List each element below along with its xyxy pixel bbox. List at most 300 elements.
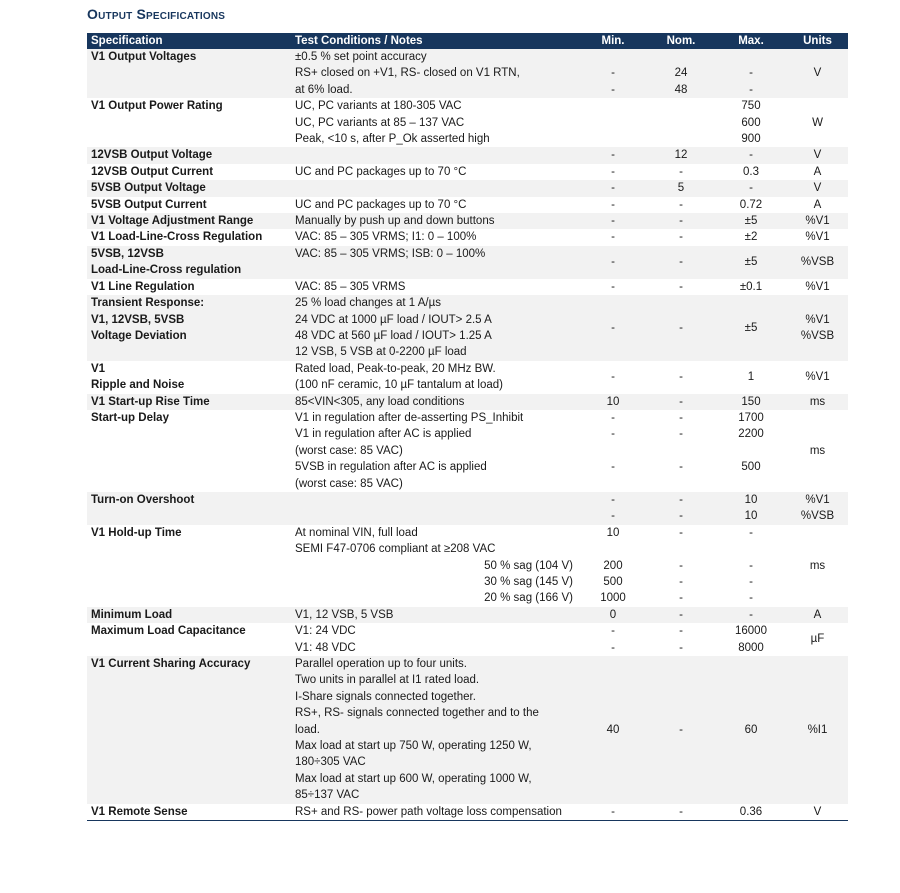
condition-line: Rated load, Peak-to-peak, 20 MHz BW. [295,362,496,375]
header-nom: Nom. [647,33,715,49]
nom-cell [647,525,715,607]
min-cell-line [583,131,643,147]
condition-line: V1, 12 VSB, 5 VSB [295,608,394,621]
min-cell-line: - [611,231,615,244]
nom-cell [647,804,715,821]
nom-cell-line: - [679,198,683,211]
spec-cell [87,295,291,361]
unit-line: %V1 [805,280,830,293]
min-cell-line: - [611,321,615,334]
max-cell [715,623,787,656]
unit-line: µF [810,633,825,646]
min-cell [579,213,647,229]
spec-line: V1 Current Sharing Accuracy [91,658,251,671]
condition-line [295,180,575,196]
max-cell-line: 0.36 [739,805,763,818]
condition-line: UC and PC packages up to 70 °C [295,198,467,211]
max-cell [715,98,787,147]
nom-cell-line [651,541,711,557]
nom-cell [647,656,715,804]
condition-line: Max load at start up 750 W, operating 1250 W, [295,740,532,753]
condition-line: Peak, <10 s, after P_Ok asserted high [295,133,490,146]
nom-cell-line: - [679,395,683,408]
nom-cell-line [651,115,711,131]
conditions-cell [291,492,579,525]
min-cell-line: 0 [609,608,617,621]
condition-line: VAC: 85 – 305 VRMS; I1: 0 – 100% [295,231,477,244]
min-cell-line: - [611,67,615,80]
nom-cell-line: - [679,493,683,506]
table-row [87,98,848,147]
condition-line: 50 % sag (104 V) [484,559,573,572]
table-row [87,229,848,245]
conditions-cell [291,98,579,147]
min-cell-line: 200 [603,559,623,572]
nom-cell-line: - [679,625,683,638]
nom-cell-line: 24 [674,67,688,80]
units-cell [787,164,848,180]
conditions-cell [291,623,579,656]
max-cell-line: ±2 [744,231,758,244]
min-cell-line: 500 [603,576,623,588]
nom-cell-line: - [679,608,683,621]
units-cell [787,394,848,410]
condition-line: 25 % load changes at 1 A/µs [295,297,442,310]
min-cell [579,804,647,821]
max-cell-line: ±0.1 [739,280,763,293]
header-specification: Specification [87,33,291,49]
condition-line: UC and PC packages up to 70 °C [295,165,467,178]
nom-cell-line: - [679,411,683,424]
table-row [87,197,848,213]
max-cell-line [719,443,783,459]
spec-cell [87,656,291,804]
max-cell [715,49,787,98]
table-row [87,361,848,394]
units-cell [787,197,848,213]
spec-line: 12VSB Output Voltage [91,149,213,162]
unit-line: V [813,805,822,818]
nom-cell [647,49,715,98]
spec-line: V1 Voltage Adjustment Range [91,215,254,228]
max-cell [715,229,787,245]
min-cell-line [583,49,643,65]
max-cell-line [719,541,783,557]
nom-cell-line: - [679,723,683,736]
nom-cell-line: - [679,526,683,539]
min-cell [579,492,647,525]
nom-cell [647,279,715,295]
max-cell-line: 1 [747,370,755,383]
units-cell [787,213,848,229]
condition-line: At nominal VIN, full load [295,526,418,539]
conditions-cell [291,410,579,492]
nom-cell-line: - [679,805,683,818]
condition-line: 24 VDC at 1000 µF load / IOUT> 2.5 A [295,313,492,326]
max-cell [715,656,787,804]
spec-line: Ripple and Noise [91,379,185,392]
spec-line: 12VSB Output Current [91,165,214,178]
nom-cell-line: - [679,231,683,244]
max-cell [715,607,787,623]
min-cell [579,607,647,623]
unit-line: V [813,67,822,80]
max-cell-line: - [749,608,753,621]
condition-line: Parallel operation up to four units. [295,658,467,671]
nom-cell [647,164,715,180]
conditions-cell [291,164,579,180]
condition-line: VAC: 85 – 305 VRMS; ISB: 0 – 100% [295,247,486,260]
condition-line: UC, PC variants at 85 – 137 VAC [295,116,465,129]
spec-line: Voltage Deviation [91,329,187,342]
table-row [87,492,848,525]
condition-line: ±0.5 % set point accuracy [295,51,427,63]
min-cell [579,361,647,394]
units-cell [787,229,848,245]
condition-line: load. [295,723,320,736]
conditions-cell [291,394,579,410]
condition-line: UC, PC variants at 180-305 VAC [295,100,462,113]
table-row [87,180,848,196]
spec-line: Turn-on Overshoot [91,493,195,506]
spec-line: 5VSB, 12VSB [91,247,164,260]
spec-cell [87,607,291,623]
max-cell [715,410,787,492]
spec-cell [87,164,291,180]
conditions-cell [291,295,579,361]
max-cell-line [719,49,783,65]
max-cell-line: 150 [741,395,761,408]
spec-cell [87,246,291,279]
min-cell [579,197,647,213]
max-cell-line: - [749,526,753,539]
max-cell [715,804,787,821]
nom-cell-line: - [679,370,683,383]
nom-cell [647,623,715,656]
spec-cell [87,410,291,492]
condition-line: 85÷137 VAC [295,789,360,802]
spec-line: V1 Remote Sense [91,805,188,818]
spec-cell [87,213,291,229]
nom-cell [647,361,715,394]
spec-line: V1 [91,362,106,375]
max-cell-line: 900 [741,133,761,146]
max-cell [715,197,787,213]
nom-cell-line [651,476,711,492]
table-row [87,525,848,607]
spec-line: V1 Load-Line-Cross Regulation [91,231,263,244]
max-cell-line: 750 [741,100,761,113]
table-row [87,246,848,279]
table-row [87,49,848,98]
nom-cell [647,147,715,163]
table-row [87,295,848,361]
unit-line: V [813,149,822,162]
nom-cell-line: - [679,592,683,605]
max-cell-line: 0.3 [743,165,759,178]
units-cell [787,147,848,163]
spec-line: V1 Hold-up Time [91,526,182,539]
units-cell [787,246,848,279]
condition-line: 12 VSB, 5 VSB at 0-2200 µF load [295,346,467,359]
nom-cell [647,295,715,361]
min-cell-line: - [611,280,615,293]
nom-cell-line: - [679,256,683,269]
conditions-cell [291,213,579,229]
spec-cell [87,180,291,196]
unit-line: %V1 [805,313,830,326]
spec-cell [87,49,291,98]
nom-cell-line [651,98,711,114]
spec-line: Load-Line-Cross regulation [91,264,242,277]
table-row [87,147,848,163]
spec-line: V1, 12VSB, 5VSB [91,313,185,326]
max-cell [715,180,787,196]
min-cell [579,164,647,180]
min-cell-line: - [611,198,615,211]
nom-cell-line: - [679,510,683,523]
min-cell-line [583,98,643,114]
condition-line: 30 % sag (145 V) [484,576,573,588]
min-cell-line: 40 [606,723,620,736]
conditions-cell [291,607,579,623]
nom-cell [647,180,715,196]
spec-cell [87,623,291,656]
min-cell-line [583,541,643,557]
nom-cell-line: 12 [674,149,688,162]
output-specifications-table [87,33,848,821]
spec-cell [87,361,291,394]
table-header-row [87,33,848,49]
max-cell-line: 10 [744,510,758,523]
min-cell-line: - [611,215,615,228]
max-cell [715,492,787,525]
spec-line: Transient Response: [91,297,205,310]
table-row [87,410,848,492]
min-cell [579,229,647,245]
min-cell [579,279,647,295]
units-cell [787,361,848,394]
condition-line: SEMI F47-0706 compliant at ≥208 VAC [295,543,496,556]
nom-cell [647,410,715,492]
min-cell-line: 10 [606,395,620,408]
units-cell [787,607,848,623]
spec-line: V1 Output Power Rating [91,100,223,113]
min-cell-line: - [611,165,615,178]
condition-line: 85<VIN<305, any load conditions [295,395,465,408]
section-title: Output Specifications [87,6,226,22]
max-cell-line: 60 [744,723,758,736]
min-cell-line: - [611,370,615,383]
max-cell [715,361,787,394]
spec-line: Start-up Delay [91,411,169,424]
max-cell-line: 2200 [738,428,764,441]
min-cell-line [583,443,643,459]
condition-line: VAC: 85 – 305 VRMS [295,280,406,293]
conditions-cell [291,361,579,394]
nom-cell-line: - [679,576,683,588]
condition-line: 5VSB in regulation after AC is applied [295,461,487,474]
max-cell-line: - [749,559,753,572]
unit-line: ms [809,395,826,408]
min-cell-line: - [611,83,615,96]
min-cell [579,246,647,279]
max-cell [715,394,787,410]
nom-cell [647,98,715,147]
unit-line: ms [809,559,826,572]
table-row [87,623,848,656]
nom-cell [647,492,715,525]
nom-cell-line [651,443,711,459]
table-row [87,656,848,804]
condition-line: RS+ closed on +V1, RS- closed on V1 RTN, [295,67,520,80]
unit-line: A [813,608,822,621]
max-cell-line: - [749,149,753,162]
conditions-cell [291,656,579,804]
min-cell [579,180,647,196]
min-cell [579,394,647,410]
nom-cell [647,246,715,279]
condition-line: V1 in regulation after AC is applied [295,428,472,441]
min-cell-line: - [611,625,615,638]
min-cell-line: 10 [606,526,620,539]
nom-cell-line: - [679,428,683,441]
nom-cell [647,394,715,410]
min-cell-line: - [611,149,615,162]
condition-line: V1 in regulation after de-asserting PS_Inhibit [295,411,524,424]
min-cell [579,525,647,607]
min-cell [579,656,647,804]
conditions-cell [291,49,579,98]
nom-cell-line: - [679,280,683,293]
condition-line: Max load at start up 600 W, operating 1000 W, [295,772,532,785]
nom-cell-line: 48 [674,83,688,96]
max-cell-line: 500 [741,461,761,474]
min-cell-line: - [611,411,615,424]
max-cell-line: 8000 [738,641,764,654]
units-cell [787,180,848,196]
condition-line [295,147,575,163]
table-row [87,213,848,229]
max-cell-line: - [749,592,753,605]
condition-line [295,508,575,524]
max-cell-line: ±5 [744,215,758,228]
table-row [87,279,848,295]
max-cell-line [719,476,783,492]
max-cell [715,164,787,180]
units-cell [787,656,848,804]
nom-cell [647,229,715,245]
condition-line: V1: 24 VDC [295,625,356,638]
min-cell-line: - [611,641,615,654]
min-cell-line [583,476,643,492]
unit-line: %VSB [800,329,835,342]
min-cell [579,295,647,361]
condition-line [295,492,575,508]
table-body [87,49,848,821]
unit-line: %V1 [805,231,830,244]
min-cell-line: - [611,493,615,506]
condition-line: (100 nF ceramic, 10 µF tantalum at load) [295,379,503,392]
spec-line: V1 Output Voltages [91,51,197,63]
conditions-cell [291,525,579,607]
min-cell [579,49,647,98]
header-min: Min. [579,33,647,49]
spec-cell [87,147,291,163]
max-cell [715,246,787,279]
table-row [87,804,848,821]
table-row [87,607,848,623]
max-cell [715,213,787,229]
units-cell [787,295,848,361]
header-test-conditions: Test Conditions / Notes [291,33,579,49]
spec-cell [87,197,291,213]
max-cell [715,147,787,163]
condition-line: Two units in parallel at I1 rated load. [295,674,480,687]
min-cell-line: - [611,510,615,523]
nom-cell [647,197,715,213]
max-cell-line: 1700 [738,411,764,424]
unit-line: A [813,165,822,178]
table-row [87,164,848,180]
units-cell [787,279,848,295]
min-cell-line: - [611,805,615,818]
condition-line: RS+, RS- signals connected together and to the [295,707,539,720]
max-cell-line: ±5 [744,321,758,334]
min-cell [579,98,647,147]
spec-line: 5VSB Output Voltage [91,182,206,195]
header-max: Max. [715,33,787,49]
spec-line: V1 Line Regulation [91,280,195,293]
units-cell [787,410,848,492]
condition-line: 180÷305 VAC [295,756,366,769]
nom-cell-line: - [679,559,683,572]
spec-line: Minimum Load [91,608,173,621]
unit-line: %V1 [805,493,830,506]
max-cell [715,295,787,361]
header-units: Units [787,33,848,49]
spec-line: Maximum Load Capacitance [91,625,246,638]
spec-line: V1 Start-up Rise Time [91,395,210,408]
spec-cell [87,98,291,147]
condition-line: I-Share signals connected together. [295,690,476,703]
condition-line: Manually by push up and down buttons [295,215,495,228]
nom-cell-line: - [679,215,683,228]
min-cell [579,410,647,492]
unit-line: %VSB [800,256,835,269]
units-cell [787,98,848,147]
table-row [87,394,848,410]
max-cell-line: ±5 [744,256,758,269]
units-cell [787,492,848,525]
units-cell [787,804,848,821]
conditions-cell [291,197,579,213]
condition-line: at 6% load. [295,83,353,96]
unit-line: %VSB [800,510,835,523]
max-cell [715,279,787,295]
max-cell-line: - [749,182,753,195]
spec-cell [87,394,291,410]
max-cell-line: 600 [741,116,761,129]
max-cell-line: 10 [744,493,758,506]
max-cell-line: 16000 [735,625,767,638]
unit-line: W [812,116,823,129]
condition-line: (worst case: 85 VAC) [295,444,403,457]
max-cell-line: - [749,576,753,588]
spec-cell [87,279,291,295]
spec-cell [87,492,291,525]
min-cell-line: - [611,461,615,474]
